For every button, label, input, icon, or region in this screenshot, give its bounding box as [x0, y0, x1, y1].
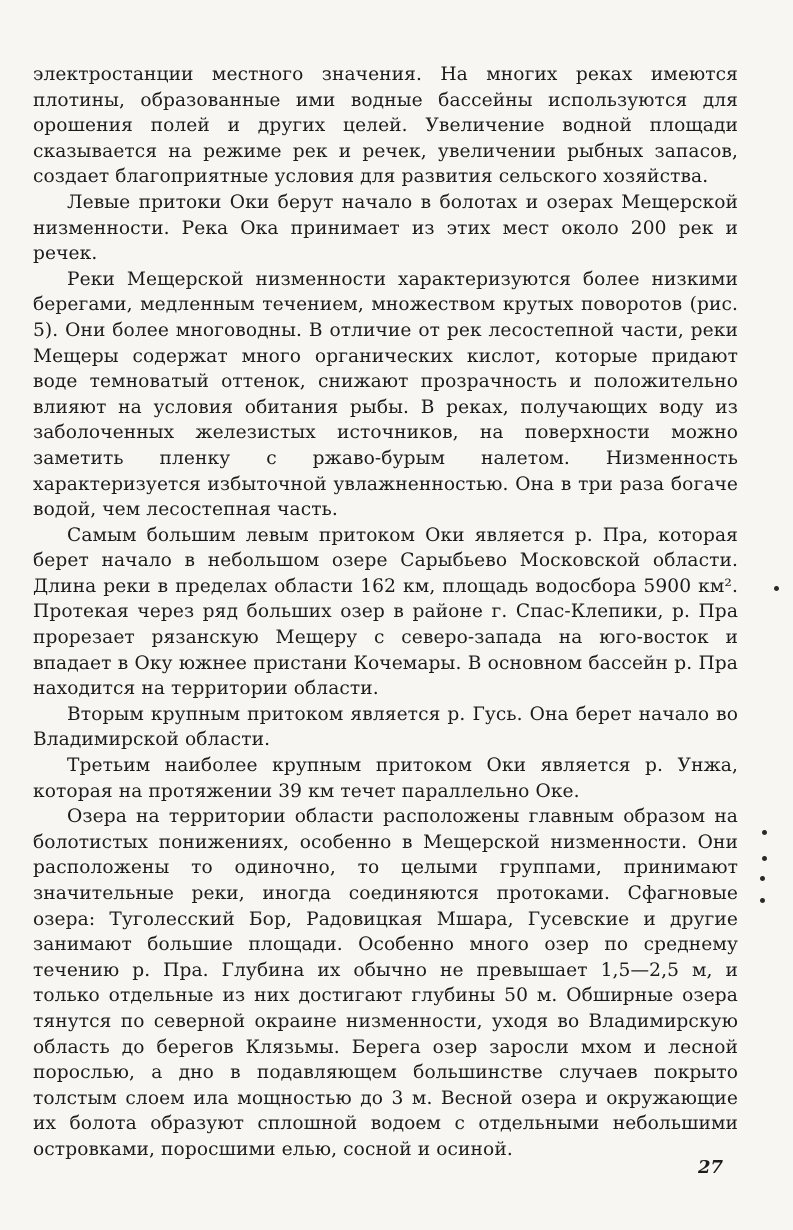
paragraph-meshchera-rivers: Реки Мещерской низменности характеризуются более низкими берегами, медленным течением, множеством крутых поворотов (рис. 5). Они более многоводны. В отличие от рек лесостепной части, реки Мещеры содержат много органических кислот, которые придают воде темноватый оттенок, снижают прозрачность и положительно влияют на условия обитания рыбы. В реках, получающих воду из заболоченных железистых источников, на поверхности можно заметить пленку с ржаво-бурым налетом. Низменность характеризуется избыточной увлажненностью. Она в три раза богаче водой, чем лесостепная часть.: [33, 268, 738, 521]
paragraph-lakes: Озера на территории области расположены главным образом на болотистых понижениях, особенно в Мещерской низменности. Они расположены то одиночно, то целыми группами, принимают значительные реки, иногда соединяются протоками. Сфагновые озера: Туголесский Бор, Радовицкая Мшара, Гусевские и другие занимают большие площади. Особенно много озер по среднему течению р. Пра. Глубина их обычно не превышает 1,5—2,5 м, и только отдельные из них достигают глубины 50 м. Обширные озера тянутся по северной окраине низменности, уходя во Владимирскую область до берегов Клязьмы. Берега озер заросли мхом и лесной порослью, а дно в подавляющем большинстве случаев покрыто толстым слоем ила мощностью до 3 м. Весной озера и окружающие их болота образуют сплошной водоем с отдельными небольшими островками, поросшими елью, сосной и осиной.: [33, 806, 738, 1160]
margin-dot: [760, 876, 765, 881]
paragraph-left-tributaries: Левые притоки Оки берут начало в болотах и озерах Мещерской низменности. Река Ока принимает из этих мест около 200 рек и речек.: [33, 191, 738, 265]
paragraph-pra-river: Самым большим левым притоком Оки является р. Пра, которая берет начало в небольшом озере Сарыбьево Московской области. Длина реки в пределах области 162 км, площадь водосбора 5900 км². Протекая через ряд больших озер в районе г. Спас-Клепики, р. Пра прорезает рязанскую Мещеру с северо-запада на юго-восток и впадает в Оку южнее пристани Кочемары. В основном бассейн р. Пра находится на территории области.: [33, 524, 738, 700]
paragraph-gus-river: Вторым крупным притоком является р. Гусь. Она берет начало во Владимирской области.: [33, 703, 738, 751]
page-number: 27: [697, 1157, 723, 1178]
paragraph-continuation: электростанции местного значения. На многих реках имеются плотины, образованные ими водные бассейны используются для орошения полей и других целей. Увеличение водной площади сказывается на режиме рек и речек, увеличении рыбных запасов, создает благоприятные условия для развития сельского хозяйства.: [33, 64, 738, 188]
margin-dot: [760, 898, 765, 903]
body-text: [33, 62, 738, 1163]
margin-dot: [774, 586, 779, 591]
paragraph-unzha-river: Третьим наиболее крупным притоком Оки является р. Унжа, которая на протяжении 39 км течет параллельно Оке.: [33, 755, 738, 802]
margin-dot: [762, 830, 767, 835]
margin-dot: [762, 856, 767, 861]
